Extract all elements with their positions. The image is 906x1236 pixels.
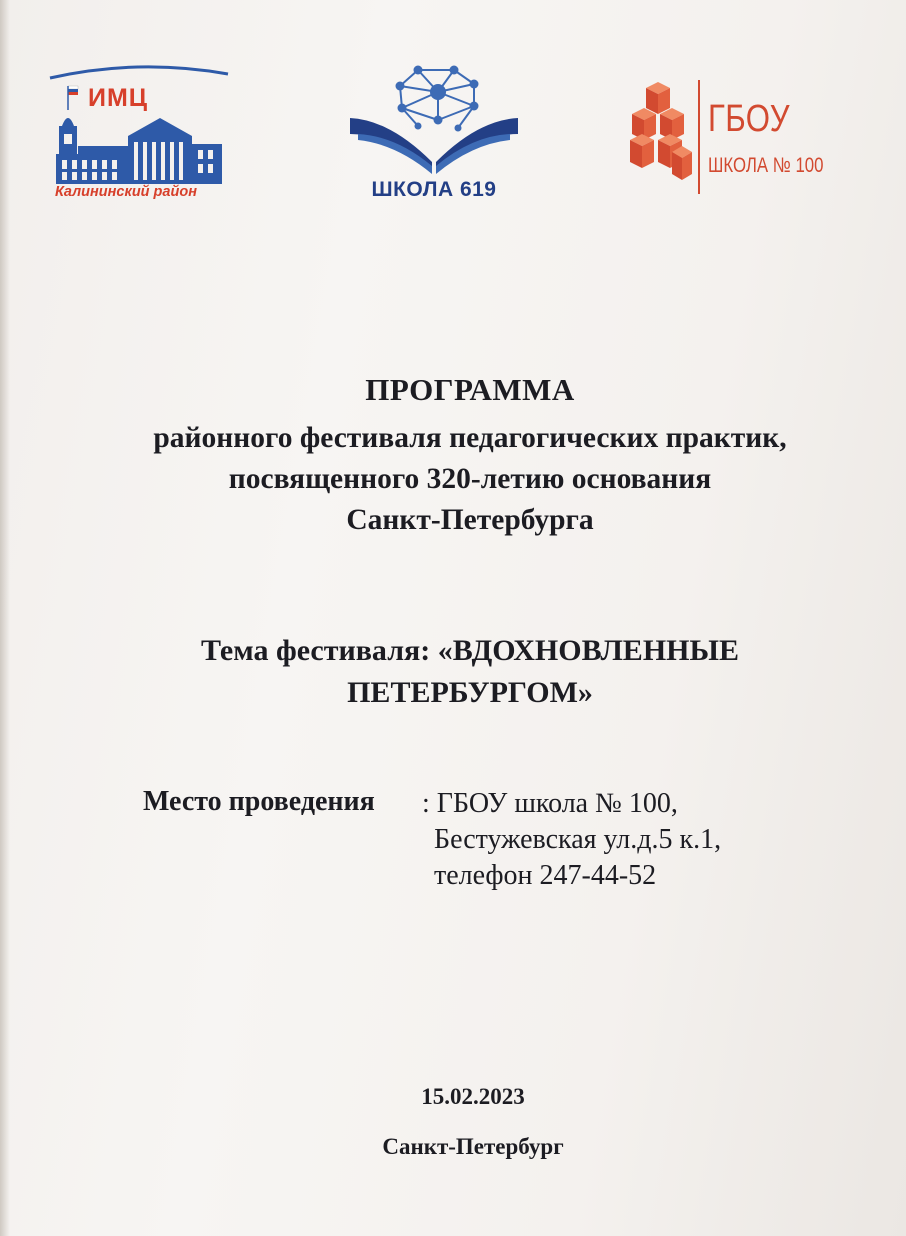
venue-line: Бестужевская ул.д.5 к.1,	[434, 824, 722, 855]
event-date: 15.02.2023	[421, 1084, 525, 1109]
school-619-logo	[346, 62, 522, 210]
gbou-100-logo	[628, 80, 838, 200]
venue-details	[422, 786, 721, 894]
venue-line: : ГБОУ школа № 100,	[422, 788, 678, 819]
imc-logo	[48, 62, 230, 210]
imc-title: ИМЦ	[88, 84, 149, 112]
venue-line: телефон 247-44-52	[434, 860, 657, 891]
gbou-divider	[698, 80, 700, 194]
imc-district: Калининский район	[55, 184, 197, 200]
program-title: ПРОГРАММА	[365, 372, 575, 407]
program-description	[40, 418, 900, 541]
gbou-title: ГБОУ	[708, 98, 790, 140]
program-description-line: Санкт-Петербурга	[346, 504, 594, 536]
program-description-line: районного фестиваля педагогических практик,	[153, 422, 787, 454]
program-description-line: посвященного 320-летию основания	[228, 463, 712, 495]
gbou-school-number: ШКОЛА № 100	[708, 154, 824, 177]
festival-theme	[40, 630, 900, 714]
cubes-icon	[628, 80, 694, 190]
venue-label: Место проведения	[143, 786, 375, 817]
theme-line: ПЕТЕРБУРГОМ»	[347, 676, 593, 709]
theme-line: Тема фестиваля: «ВДОХНОВЛЕННЫЕ	[201, 634, 739, 667]
event-city: Санкт-Петербург	[382, 1134, 564, 1159]
school-619-label: ШКОЛА 619	[371, 178, 497, 201]
paper-edge-shadow	[0, 0, 10, 1236]
